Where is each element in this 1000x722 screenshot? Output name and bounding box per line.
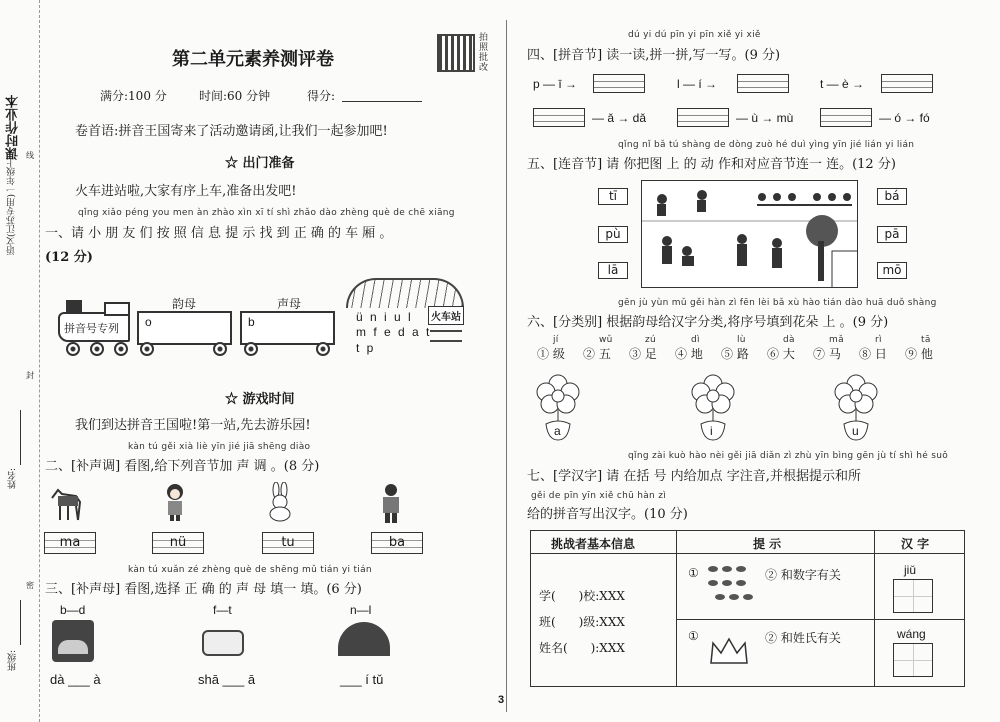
q6-char-item	[813, 335, 844, 362]
q7-header: 汉 字	[901, 537, 930, 551]
q6-pinyin: gēn jù yùn mǔ gěi hàn zì fēn lèi bǎ xù hào tián dào huā duǒ shàng	[618, 298, 937, 308]
time-limit: 时间:60 分钟	[199, 89, 271, 103]
score-field[interactable]	[342, 101, 422, 102]
q3-question: 三、[补声母] 看图,选择 正 确 的 声 母 填一 填。(6 分)	[45, 582, 362, 597]
q7-hint2-num: ①	[688, 629, 699, 643]
qr-code[interactable]	[437, 34, 475, 72]
q4-write-box[interactable]	[881, 74, 933, 93]
q5-pinyin: qǐng nǐ bǎ tú shàng de dòng zuò hé duì yìng yīn jié lián yi lián	[618, 140, 915, 150]
car1-letter: o	[145, 315, 152, 329]
station-roof	[346, 278, 464, 308]
train-car-consonant[interactable]	[240, 311, 335, 345]
q4-row1-item: p — ī →	[533, 77, 578, 91]
q6-char-item	[767, 335, 795, 362]
q7-han-writebox[interactable]	[893, 579, 933, 613]
q1-question: 一、请 小 朋 友 们 按 照 信 息 提 示 找 到 正 确 的 车 厢 。	[45, 226, 393, 241]
q7-han-writebox[interactable]	[893, 643, 933, 677]
section-prepare-title: ☆ 出门准备	[225, 156, 295, 171]
q1-score: (12 分)	[45, 250, 93, 265]
q5-left-syllable[interactable]: tī	[598, 188, 628, 205]
side-subtitle: 语文(江苏专用)一年级上	[7, 158, 17, 256]
q4-write-box[interactable]	[593, 74, 645, 93]
full-score: 满分:100 分	[100, 89, 167, 103]
q2-syllable-box[interactable]: nü	[152, 532, 204, 554]
q6-char-pinyin: mǎ	[829, 335, 844, 345]
q6-char-item	[675, 335, 703, 362]
q2-pinyin: kàn tú gěi xià liè yīn jié jiā shēng diào	[128, 442, 311, 452]
q7-han-pinyin: wáng	[897, 627, 926, 641]
bench-icon	[430, 330, 462, 342]
wheel	[66, 342, 80, 356]
q6-question: 六、[分类别] 根据韵母给汉字分类,将序号填到花朵 上 。(9 分)	[527, 315, 889, 330]
q6-char-item	[629, 335, 657, 362]
q6-char: ⑧ 日	[859, 347, 887, 361]
score-label: 得分:	[307, 89, 336, 103]
q7-hint1-num: ①	[688, 566, 699, 580]
section-game-lead: 我们到达拼音王国啦!第一站,先去游乐园!	[75, 418, 311, 433]
q4-row2-item: — ù → mù	[736, 111, 794, 125]
q4-write-box[interactable]	[737, 74, 789, 93]
station-letters-3: t p	[356, 341, 376, 355]
section-game-title: ☆ 游戏时间	[225, 392, 295, 407]
rabbit-icon	[262, 482, 298, 522]
car2-letter: b	[248, 315, 255, 329]
vase-letter: u	[852, 424, 859, 438]
sofa-icon	[202, 630, 244, 656]
q6-char: ⑥ 大	[767, 347, 795, 361]
q1-pinyin: qǐng xiǎo péng you men àn zhào xìn xī tí shì zhǎo dào zhèng què de chē xiāng	[78, 208, 455, 218]
q6-char-item	[583, 335, 613, 362]
q3-pair: n—l	[350, 603, 372, 617]
activity-picture	[641, 180, 858, 288]
station-sign: 火车站	[428, 306, 464, 325]
q5-question: 五、[连音节] 请 你把图 上 的 动 作和对应音节连一 连。(12 分)	[527, 157, 896, 172]
page-title: 第二单元素养测评卷	[172, 49, 334, 70]
q6-char: ⑨ 他	[905, 347, 933, 361]
page-fold	[506, 20, 507, 712]
q2-question: 二、[补声调] 看图,给下列音节加 声 调 。(8 分)	[45, 459, 320, 474]
q6-char-pinyin: rì	[875, 335, 882, 345]
flower-vase-u[interactable]	[826, 372, 886, 442]
q6-char-item	[537, 335, 565, 362]
mound-icon	[338, 622, 390, 656]
wheel	[213, 342, 227, 356]
q6-char-pinyin: dà	[783, 335, 795, 345]
q7-header: 挑战者基本信息	[551, 537, 636, 551]
side-name-label: 姓名:	[8, 468, 18, 490]
q5-right-syllable[interactable]: bá	[877, 188, 907, 205]
q3-pair: f—t	[213, 603, 232, 617]
q4-write-box[interactable]	[820, 108, 872, 127]
q7-pinyin-2: gěi de pīn yīn xiě chū hàn zì	[531, 491, 667, 501]
q5-left-syllable[interactable]: lā	[598, 262, 628, 279]
wheel	[316, 342, 330, 356]
q6-char-pinyin: wǔ	[599, 335, 613, 345]
side-title: 课时作业本	[6, 95, 21, 160]
q6-char-item	[859, 335, 887, 362]
q7-info-line[interactable]: 姓名( ):XXX	[539, 641, 625, 655]
station-letters-1: ü n i u l	[356, 310, 413, 324]
wheel	[114, 342, 128, 356]
q5-right-syllable[interactable]: mō	[877, 262, 907, 279]
page-number: 3	[498, 694, 505, 706]
q7-table	[530, 530, 965, 687]
q6-char-item	[721, 335, 749, 362]
train-car-vowel[interactable]	[137, 311, 232, 345]
q4-write-box[interactable]	[533, 108, 585, 127]
q6-char-item	[905, 335, 933, 362]
q6-char: ⑦ 马	[813, 347, 841, 361]
bridge-icon	[52, 620, 94, 662]
side-class-line[interactable]	[20, 600, 21, 645]
q6-char-pinyin: jí	[553, 335, 559, 345]
q6-char-row	[537, 335, 957, 365]
q2-syllable-box[interactable]: ma	[44, 532, 96, 554]
father-icon	[376, 482, 406, 524]
flower-vase-a[interactable]	[528, 372, 588, 442]
q7-info-line[interactable]: 班( )级:XXX	[539, 615, 625, 629]
side-class-label: 班级:	[8, 650, 18, 672]
wheel	[244, 342, 258, 356]
q7-info-line[interactable]: 学( )校:XXX	[539, 589, 625, 603]
train-loco-label: 拼音号专列	[64, 322, 119, 335]
q7-han-pinyin: jiǔ	[904, 563, 917, 577]
girl-icon	[160, 482, 190, 522]
vase-letter: a	[554, 424, 561, 438]
fish-group-icon	[707, 563, 753, 605]
side-seal-text: 封	[26, 371, 34, 380]
q2-syllable-box[interactable]: ba	[371, 532, 423, 554]
q7-header: 提 示	[753, 537, 782, 551]
q7-question-1: 七、[学汉字] 请 在括 号 内给加点 字注音,并根据提示和所	[527, 469, 861, 484]
car1-label: 韵母	[172, 297, 197, 311]
vase-letter: i	[710, 424, 713, 438]
q3-pair: b—d	[60, 603, 86, 617]
q5-right-syllable[interactable]: pā	[877, 226, 907, 243]
q6-char-pinyin: lù	[737, 335, 746, 345]
q7-hint1-text: ② 和数字有关	[765, 568, 841, 582]
section-prepare-lead: 火车进站啦,大家有序上车,准备出发吧!	[75, 184, 297, 199]
q4-write-box[interactable]	[677, 108, 729, 127]
q4-pinyin: dú yi dú pīn yi pīn xiě yi xiě	[628, 30, 761, 40]
q6-char: ④ 地	[675, 347, 703, 361]
q6-char: ③ 足	[629, 347, 657, 361]
q7-question-2: 给的拼音写出汉字。(10 分)	[527, 507, 688, 522]
q7-pinyin-1: qǐng zài kuò hào nèi gěi jiā diǎn zì zhù yīn bìng gēn jù tí shì hé suǒ	[628, 451, 949, 461]
car2-label: 声母	[277, 297, 302, 311]
q6-char: ② 五	[583, 347, 611, 361]
side-name-line[interactable]	[20, 410, 21, 465]
q6-char-pinyin: dì	[691, 335, 700, 345]
q4-row2-item: — ó → fó	[879, 111, 930, 125]
horse-icon	[48, 484, 84, 522]
q3-pinyin: kàn tú xuǎn zé zhèng què de shēng mǔ tián yi tián	[128, 565, 372, 575]
crown-icon	[709, 635, 749, 667]
wheel	[140, 342, 154, 356]
q3-answer[interactable]: ___ í tǔ	[340, 672, 384, 687]
q3-answer[interactable]: dà ___ à	[50, 672, 101, 687]
q4-row2-item: — ǎ → dǎ	[592, 111, 647, 125]
q4-row1-item: t — è →	[820, 77, 865, 91]
qr-label: 拍照批改	[479, 33, 489, 73]
q4-question: 四、[拼音节] 读一读,拼一拼,写一写。(9 分)	[527, 48, 781, 63]
intro-text: 卷首语:拼音王国寄来了活动邀请函,让我们一起参加吧!	[75, 124, 388, 139]
wheel	[90, 342, 104, 356]
side-seal2-text: 密	[26, 581, 34, 590]
station-letters-2: m f e d a t	[356, 325, 432, 339]
q4-row1-item: l — í →	[677, 77, 718, 91]
q2-syllable-box[interactable]: tu	[262, 532, 314, 554]
flower-vase-i[interactable]	[683, 372, 743, 442]
side-strip	[0, 0, 40, 722]
side-line-text: 线	[26, 151, 34, 160]
q6-char-pinyin: zú	[645, 335, 657, 345]
q6-char-pinyin: tā	[921, 335, 931, 345]
q3-answer[interactable]: shā ___ ā	[198, 672, 256, 687]
q7-hint2-text: ② 和姓氏有关	[765, 631, 841, 645]
q5-left-syllable[interactable]: pù	[598, 226, 628, 243]
q6-char: ⑤ 路	[721, 347, 749, 361]
q6-char: ① 级	[537, 347, 565, 361]
